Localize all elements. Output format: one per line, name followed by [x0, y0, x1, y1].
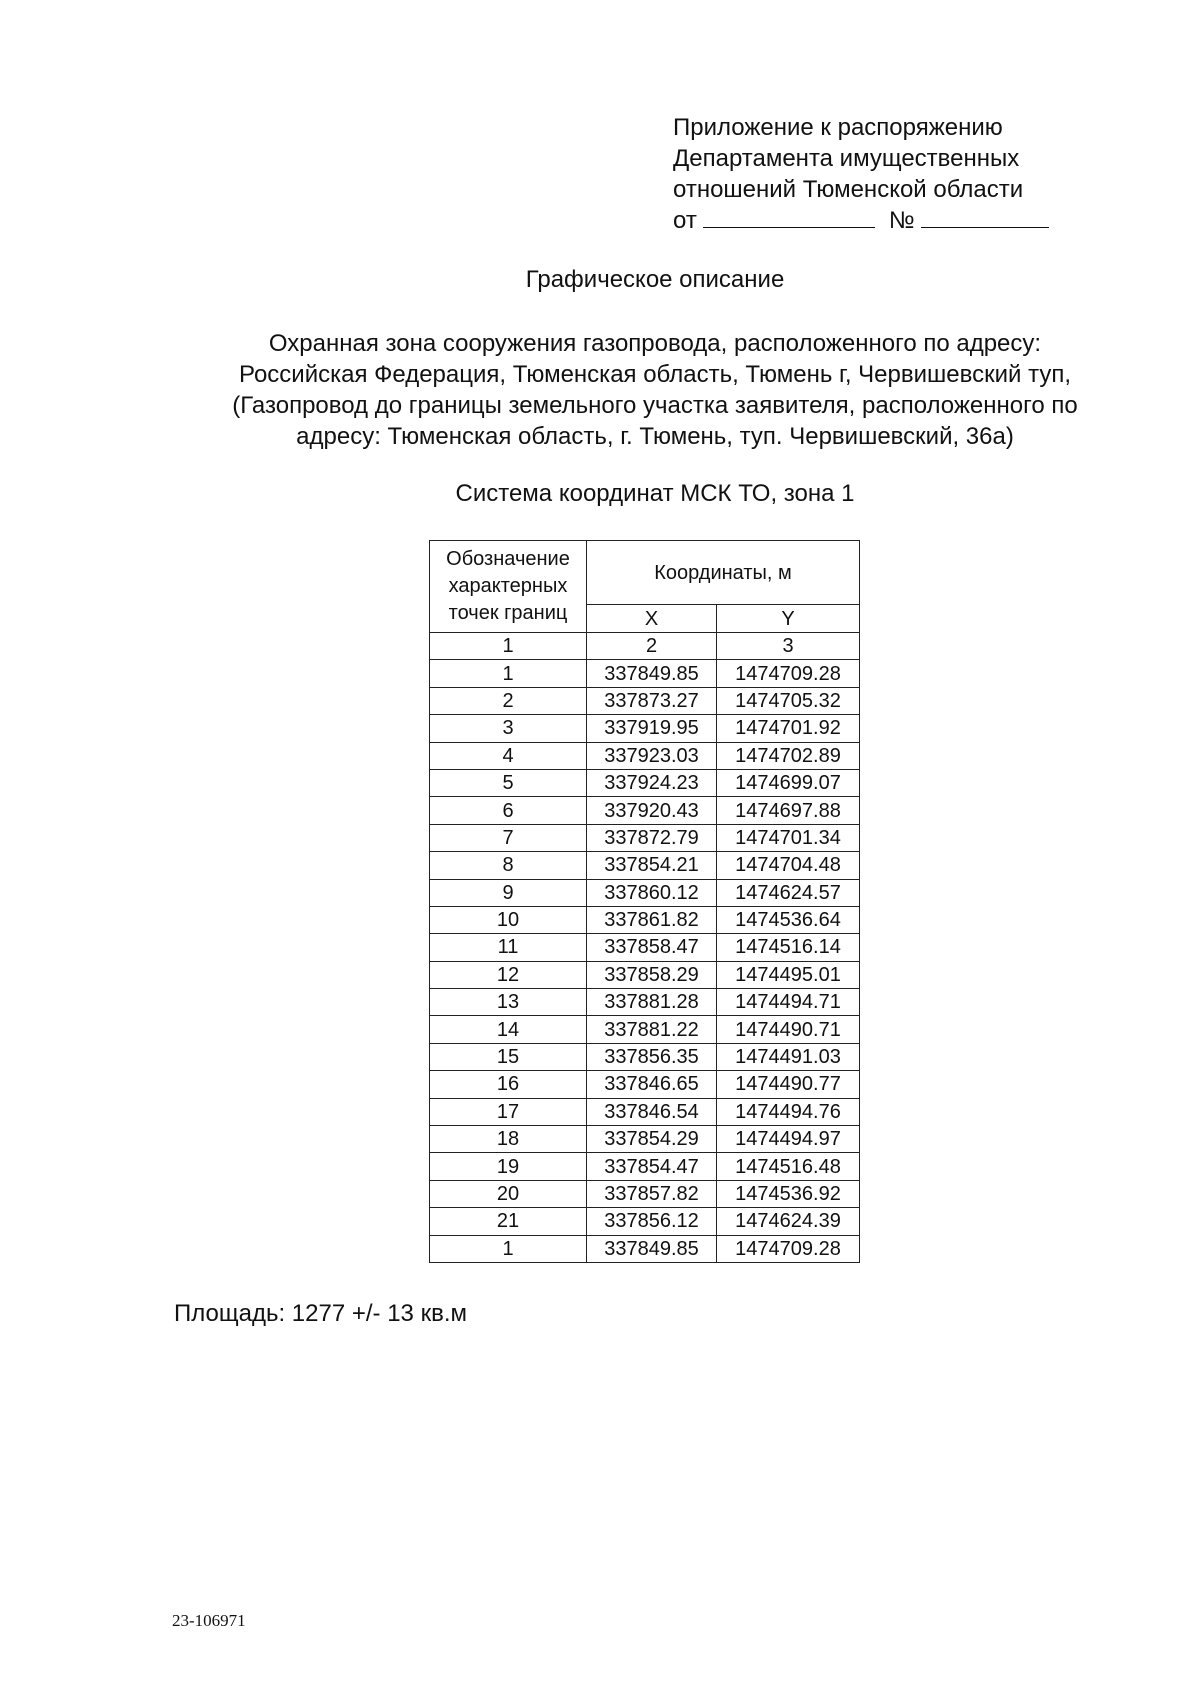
y-coordinate-cell: 1474709.28 [717, 1235, 860, 1262]
table-row [430, 1235, 860, 1262]
point-id-cell: 1 [430, 1235, 587, 1262]
appendix-line-3: отношений Тюменской области [673, 176, 1024, 203]
description-line-2: Российская Федерация, Тюменская область, Тюмень г, Червишевский туп, [238, 361, 1072, 388]
table-row [430, 660, 860, 687]
y-coordinate-cell: 1474704.48 [717, 852, 860, 879]
point-id-cell: 15 [430, 1043, 587, 1070]
column-number: 3 [717, 633, 860, 660]
x-coordinate-cell: 337858.47 [587, 934, 717, 961]
appendix-block [673, 112, 1049, 236]
x-coordinate-cell: 337919.95 [587, 715, 717, 742]
table-row [430, 1180, 860, 1207]
header-points: Обозначение характерных точек границ [430, 541, 587, 633]
y-coordinate-cell: 1474702.89 [717, 742, 860, 769]
point-id-cell: 11 [430, 934, 587, 961]
x-coordinate-cell: 337872.79 [587, 824, 717, 851]
y-coordinate-cell: 1474701.92 [717, 715, 860, 742]
description-line-3: (Газопровод до границы земельного участка заявителя, расположенного по [232, 392, 1078, 419]
table-row [430, 1016, 860, 1043]
appendix-line-2: Департамента имущественных [673, 145, 1020, 172]
y-coordinate-cell: 1474516.48 [717, 1153, 860, 1180]
header-coordinates: Координаты, м [587, 541, 860, 605]
zone-description [0, 328, 1200, 452]
coordinate-system-label: Система координат МСК ТО, зона 1 [455, 480, 855, 507]
y-coordinate-cell: 1474494.71 [717, 989, 860, 1016]
point-id-cell: 17 [430, 1098, 587, 1125]
x-coordinate-cell: 337854.29 [587, 1126, 717, 1153]
y-coordinate-cell: 1474624.57 [717, 879, 860, 906]
x-coordinate-cell: 337856.35 [587, 1043, 717, 1070]
y-coordinate-cell: 1474536.64 [717, 906, 860, 933]
table-row [430, 1071, 860, 1098]
x-coordinate-cell: 337920.43 [587, 797, 717, 824]
area-text: Площадь: 1277 +/- 13 кв.м [174, 1300, 467, 1327]
point-id-cell: 4 [430, 742, 587, 769]
point-id-cell: 16 [430, 1071, 587, 1098]
table-row [430, 715, 860, 742]
y-coordinate-cell: 1474624.39 [717, 1208, 860, 1235]
y-coordinate-cell: 1474701.34 [717, 824, 860, 851]
point-id-cell: 20 [430, 1180, 587, 1207]
table-row [430, 1153, 860, 1180]
point-id-cell: 7 [430, 824, 587, 851]
x-coordinate-cell: 337854.47 [587, 1153, 717, 1180]
point-id-cell: 18 [430, 1126, 587, 1153]
table-row [430, 1043, 860, 1070]
table-row [430, 1208, 860, 1235]
x-coordinate-cell: 337881.22 [587, 1016, 717, 1043]
point-id-cell: 6 [430, 797, 587, 824]
appendix-line-4 [673, 205, 1049, 236]
x-coordinate-cell: 337861.82 [587, 906, 717, 933]
x-coordinate-cell: 337873.27 [587, 687, 717, 714]
point-id-cell: 21 [430, 1208, 587, 1235]
x-coordinate-cell: 337846.65 [587, 1071, 717, 1098]
column-number: 2 [587, 633, 717, 660]
x-coordinate-cell: 337854.21 [587, 852, 717, 879]
x-coordinate-cell: 337857.82 [587, 1180, 717, 1207]
x-coordinate-cell: 337858.29 [587, 961, 717, 988]
y-coordinate-cell: 1474705.32 [717, 687, 860, 714]
table-row [430, 824, 860, 851]
point-id-cell: 2 [430, 687, 587, 714]
y-coordinate-cell: 1474709.28 [717, 660, 860, 687]
number-label: № [888, 207, 915, 234]
table-row [430, 742, 860, 769]
x-coordinate-cell: 337849.85 [587, 660, 717, 687]
y-coordinate-cell: 1474697.88 [717, 797, 860, 824]
table-row [430, 934, 860, 961]
table-row [430, 852, 860, 879]
header-y: Y [717, 605, 860, 633]
appendix-line-1: Приложение к распоряжению [673, 114, 1003, 141]
table-row [430, 687, 860, 714]
point-id-cell: 10 [430, 906, 587, 933]
header-x: X [587, 605, 717, 633]
point-id-cell: 5 [430, 769, 587, 796]
y-coordinate-cell: 1474494.97 [717, 1126, 860, 1153]
y-coordinate-cell: 1474490.71 [717, 1016, 860, 1043]
description-line-4: адресу: Тюменская область, г. Тюмень, туп. Червишевский, 36а) [296, 423, 1014, 450]
table-header-row [430, 541, 860, 605]
from-label: от [673, 207, 697, 234]
description-line-1: Охранная зона сооружения газопровода, расположенного по адресу: [268, 330, 1042, 357]
y-coordinate-cell: 1474699.07 [717, 769, 860, 796]
y-coordinate-cell: 1474516.14 [717, 934, 860, 961]
x-coordinate-cell: 337856.12 [587, 1208, 717, 1235]
x-coordinate-cell: 337881.28 [587, 989, 717, 1016]
point-id-cell: 12 [430, 961, 587, 988]
y-coordinate-cell: 1474491.03 [717, 1043, 860, 1070]
table-row [430, 1126, 860, 1153]
x-coordinate-cell: 337924.23 [587, 769, 717, 796]
x-coordinate-cell: 337860.12 [587, 879, 717, 906]
y-coordinate-cell: 1474536.92 [717, 1180, 860, 1207]
point-id-cell: 14 [430, 1016, 587, 1043]
y-coordinate-cell: 1474495.01 [717, 961, 860, 988]
x-coordinate-cell: 337846.54 [587, 1098, 717, 1125]
date-blank [703, 205, 875, 228]
y-coordinate-cell: 1474490.77 [717, 1071, 860, 1098]
number-blank [921, 205, 1049, 228]
table-row [430, 989, 860, 1016]
point-id-cell: 9 [430, 879, 587, 906]
x-coordinate-cell: 337923.03 [587, 742, 717, 769]
table-row [430, 769, 860, 796]
point-id-cell: 8 [430, 852, 587, 879]
point-id-cell: 1 [430, 660, 587, 687]
table-row [430, 906, 860, 933]
x-coordinate-cell: 337849.85 [587, 1235, 717, 1262]
point-id-cell: 3 [430, 715, 587, 742]
point-id-cell: 13 [430, 989, 587, 1016]
coordinates-table [429, 540, 860, 1263]
document-number: 23-106971 [172, 1611, 246, 1630]
column-number: 1 [430, 633, 587, 660]
table-row [430, 879, 860, 906]
table-row [430, 961, 860, 988]
y-coordinate-cell: 1474494.76 [717, 1098, 860, 1125]
table-row [430, 797, 860, 824]
point-id-cell: 19 [430, 1153, 587, 1180]
column-number-row [430, 633, 860, 660]
table-row [430, 1098, 860, 1125]
document-title: Графическое описание [525, 266, 785, 293]
